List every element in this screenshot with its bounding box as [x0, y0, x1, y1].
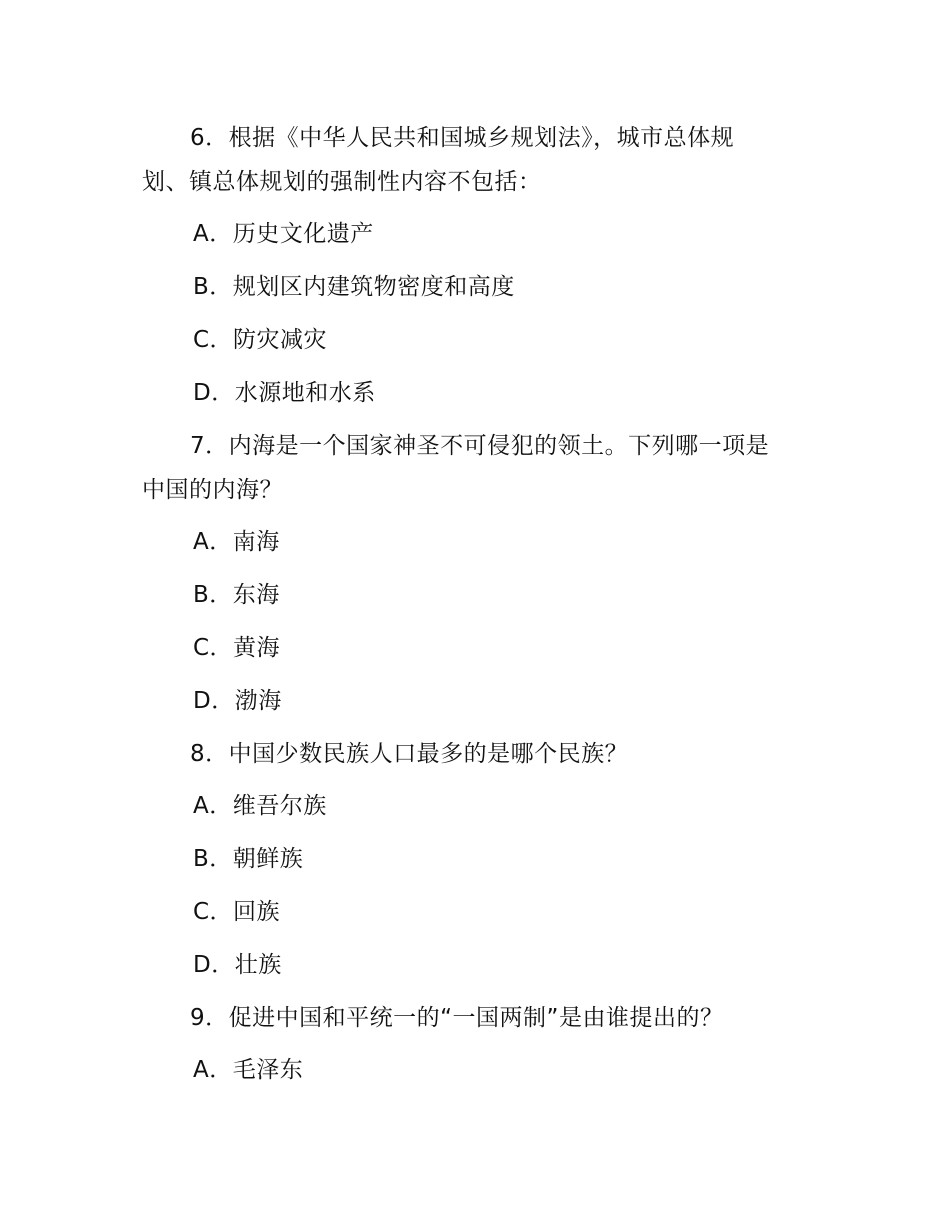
question-7-option-d: D．渤海	[193, 688, 282, 714]
question-8-text: 8．中国少数民族人口最多的是哪个民族？	[190, 741, 629, 767]
question-6-option-c: C．防灾减灾	[193, 327, 328, 353]
question-7-text-continued: 中国的内海？	[142, 477, 283, 503]
question-7-option-a: A．南海	[193, 529, 280, 555]
question-8-option-c: C．回族	[193, 899, 281, 925]
question-8-option-a: A．维吾尔族	[193, 793, 327, 819]
question-6-option-d: D．水源地和水系	[193, 380, 376, 406]
question-6-option-a: A．历史文化遗产	[193, 221, 374, 247]
question-7-option-c: C．黄海	[193, 635, 281, 661]
question-7-text: 7．内海是一个国家神圣不可侵犯的领土。下列哪一项是	[190, 433, 770, 459]
question-6-option-b: B．规划区内建筑物密度和高度	[193, 274, 515, 300]
question-9-text: 9．促进中国和平统一的“一国两制”是由谁提出的？	[190, 1005, 724, 1031]
question-8-option-b: B．朝鲜族	[193, 846, 304, 872]
question-6-text: 6．根据《中华人民共和国城乡规划法》，城市总体规	[190, 125, 735, 151]
question-7-option-b: B．东海	[193, 582, 280, 608]
question-8-option-d: D．壮族	[193, 952, 282, 978]
question-6-text-continued: 划、镇总体规划的强制性内容不包括：	[142, 169, 542, 195]
question-9-option-a: A．毛泽东	[193, 1057, 304, 1083]
